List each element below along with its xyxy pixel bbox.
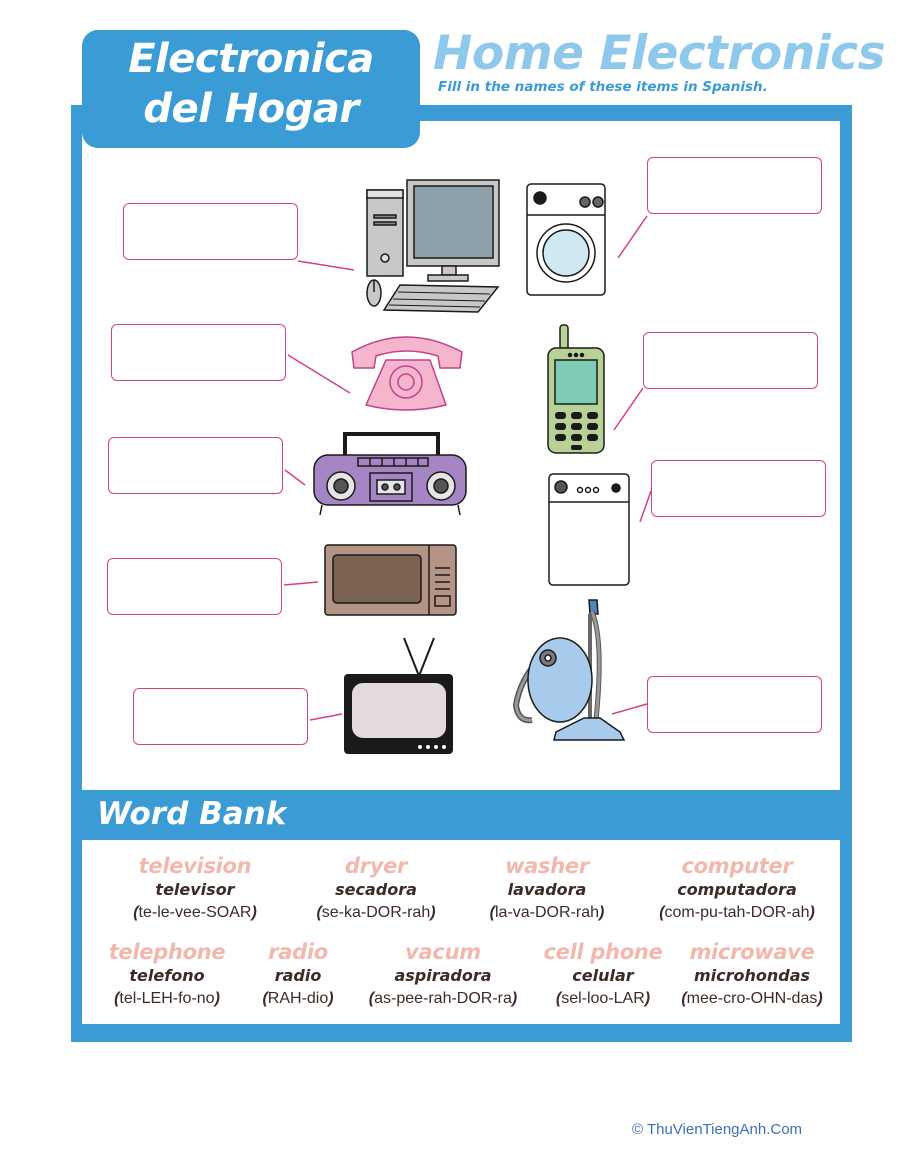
cell-phone-illustration [548, 325, 604, 453]
instructions: Fill in the names of these items in Spanish. [438, 79, 768, 95]
english-word: computer [681, 854, 793, 878]
spanish-word: televisor [155, 880, 235, 899]
spanish-word: telefono [129, 966, 205, 985]
spanish-word: radio [274, 966, 322, 985]
word-bank-title: Word Bank [97, 796, 287, 832]
radio-illustration [314, 434, 466, 515]
spanish-word: computadora [677, 880, 797, 899]
spanish-word: lavadora [507, 880, 587, 899]
english-word: vacum [405, 940, 481, 964]
english-word: telephone [108, 940, 226, 964]
word-bank-entry-telephone [109, 940, 226, 1011]
computer-illustration [367, 180, 499, 312]
pronunciation: (tel-LEH-fo-no) [114, 990, 220, 1007]
english-word: radio [268, 940, 328, 964]
washer-illustration [527, 184, 605, 295]
vacuum-illustration [516, 600, 624, 740]
word-bank-entry-radio [262, 940, 333, 1011]
english-word: dryer [344, 854, 408, 878]
pronunciation: (se-ka-DOR-rah) [316, 904, 436, 921]
pronunciation: (la-va-DOR-rah) [489, 904, 605, 921]
word-bank-entry-washer [490, 854, 605, 925]
spanish-title-line-1: Electronica [128, 36, 374, 82]
microwave-illustration [325, 545, 456, 615]
spanish-word: microhondas [693, 966, 811, 985]
telephone-illustration [352, 337, 462, 410]
footer-credit[interactable]: © ThuVienTiengAnh.Com [632, 1121, 803, 1138]
english-word: microwave [689, 940, 815, 964]
word-bank-entry-dryer [316, 854, 435, 925]
pronunciation: (mee-cro-OHN-das) [681, 990, 823, 1007]
word-bank-entry-cell-phone [543, 940, 662, 1011]
pronunciation: (te-le-vee-SOAR) [133, 904, 257, 921]
word-bank-entry-microwave [681, 940, 822, 1011]
spanish-word: secadora [335, 880, 417, 899]
english-title: Home Electronics [433, 26, 886, 81]
spanish-word: aspiradora [394, 966, 492, 985]
word-bank-entry-vacuum [369, 940, 517, 1011]
word-bank-entry-computer [659, 854, 815, 925]
television-illustration [345, 638, 452, 753]
english-word: cell phone [543, 940, 663, 964]
pronunciation: (as-pee-rah-DOR-ra) [368, 990, 518, 1007]
english-word: washer [505, 854, 589, 878]
dryer-illustration [549, 474, 629, 585]
spanish-title-line-2: del Hogar [143, 86, 359, 132]
pronunciation: (com-pu-tah-DOR-ah) [659, 904, 815, 921]
english-word: television [138, 854, 252, 878]
pronunciation: (RAH-dio) [262, 990, 334, 1007]
spanish-word: celular [572, 966, 634, 985]
word-bank-entry-television [133, 854, 257, 925]
pronunciation: (sel-loo-LAR) [555, 990, 651, 1007]
